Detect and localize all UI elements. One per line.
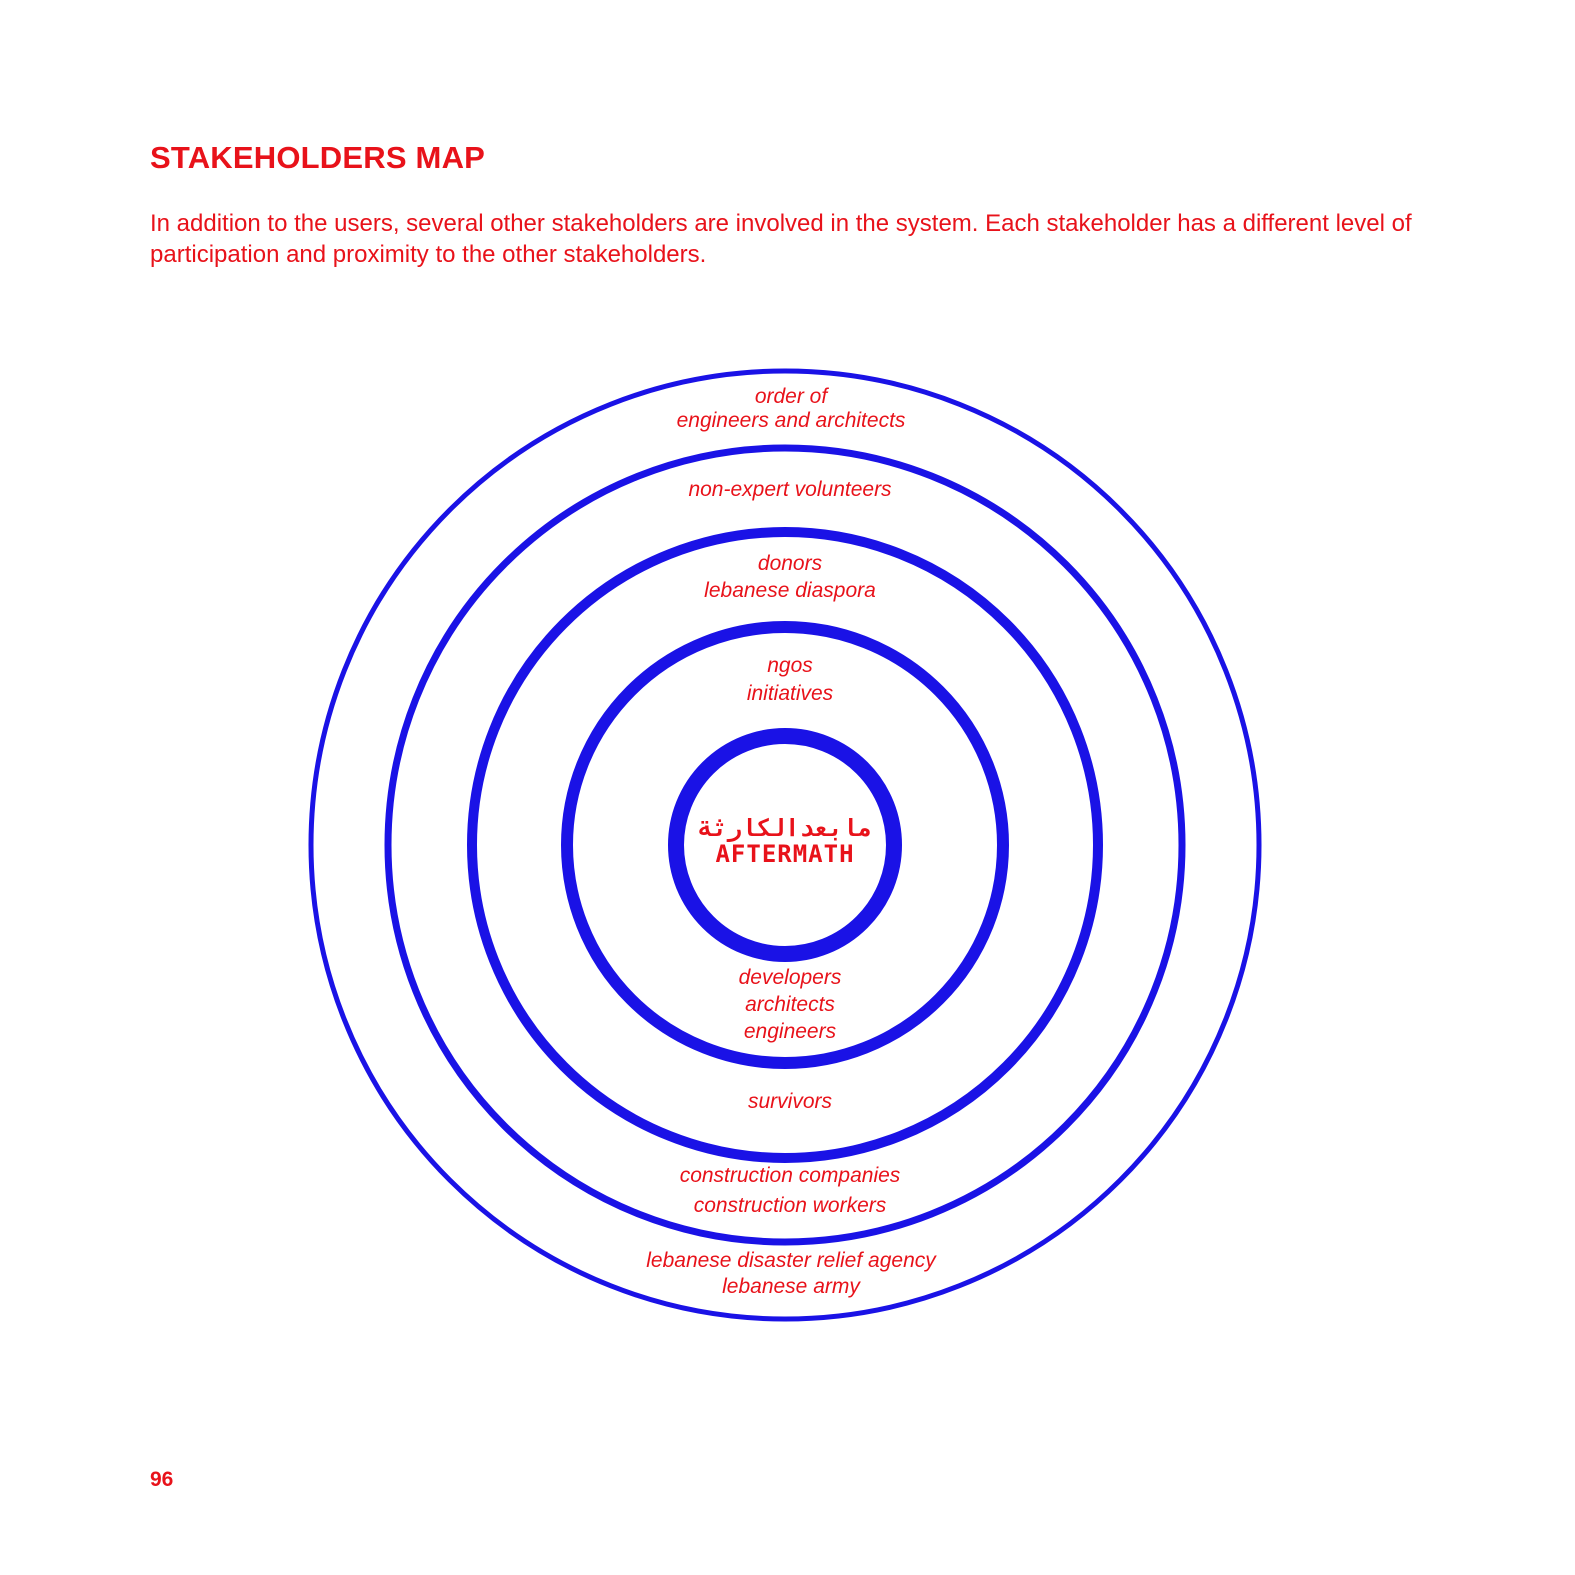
label-initiatives: initiatives [746, 682, 834, 705]
label-lebanese-diaspora: lebanese diaspora [704, 579, 876, 602]
page-title: STAKEHOLDERS MAP [150, 140, 486, 175]
label-ngos: ngos [767, 654, 813, 677]
label-survivors: survivors [747, 1090, 833, 1113]
label-donors: donors [757, 552, 823, 575]
logo-latin: AFTERMATH [715, 840, 855, 868]
label-non-expert-volunteers: non-expert volunteers [688, 478, 892, 501]
label-engineers: engineers [743, 1020, 837, 1043]
label-order-of: order of [754, 385, 828, 408]
label-architects: architects [745, 993, 835, 1016]
logo-arabic: مابعدالكارثة [698, 814, 872, 842]
intro-paragraph: In addition to the users, several other stakeholders are involved in the system. Each stakeholder has a different level of participation and proximity to the other stakeholders. [150, 210, 1412, 268]
label-developers: developers [738, 966, 842, 989]
label-construction-workers: construction workers [693, 1194, 887, 1217]
label-engineers-and-architects: engineers and architects [676, 409, 906, 432]
page-number: 96 [150, 1468, 174, 1491]
label-lebanese-army: lebanese army [722, 1275, 860, 1298]
label-lebanese-disaster-relief-agency: lebanese disaster relief agency [646, 1249, 936, 1272]
label-construction-companies: construction companies [679, 1164, 901, 1187]
